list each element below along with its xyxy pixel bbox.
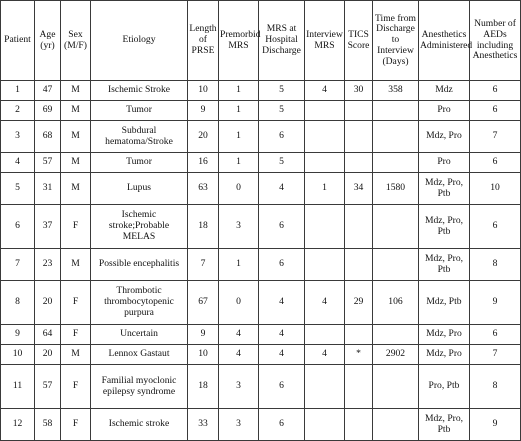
table-cell: 3: [1, 121, 35, 153]
table-cell: Mdz, Pro: [419, 325, 470, 345]
table-cell: Familial myoclonic epilepsy syndrome: [91, 365, 188, 409]
table-cell: 1: [219, 249, 259, 281]
table-cell: 2: [1, 101, 35, 121]
table-cell: 6: [470, 325, 521, 345]
table-cell: Tumor: [91, 153, 188, 173]
table-cell: 10: [1, 345, 35, 365]
table-row: [1, 281, 521, 325]
table-cell: Mdz, Pro: [419, 345, 470, 365]
table-row: [1, 153, 521, 173]
table-cell: Mdz, Ptb: [419, 281, 470, 325]
header-cell: Sex (M/F): [61, 1, 91, 81]
table-cell: [305, 205, 345, 249]
table-cell: 20: [188, 121, 219, 153]
header-cell: Patient: [1, 1, 35, 81]
table-row: [1, 365, 521, 409]
table-cell: [305, 409, 345, 441]
table-cell: 2902: [373, 345, 419, 365]
table-cell: M: [61, 249, 91, 281]
table-cell: 6: [470, 101, 521, 121]
table-cell: Ischemic stroke;Probable MELAS: [91, 205, 188, 249]
table-cell: Pro: [419, 153, 470, 173]
table-cell: [373, 121, 419, 153]
table-cell: 64: [35, 325, 61, 345]
table-cell: 3: [219, 409, 259, 441]
table-cell: 10: [188, 345, 219, 365]
table-cell: M: [61, 345, 91, 365]
table-cell: 9: [1, 325, 35, 345]
header-cell: Anesthetics Administered: [419, 1, 470, 81]
table-cell: 1: [1, 81, 35, 101]
table-cell: M: [61, 121, 91, 153]
table-cell: M: [61, 101, 91, 121]
table-cell: Mdz, Pro, Ptb: [419, 409, 470, 441]
table-cell: 68: [35, 121, 61, 153]
table-cell: Possible encephalitis: [91, 249, 188, 281]
table-cell: [305, 101, 345, 121]
table-cell: 4: [259, 345, 305, 365]
header-cell: MRS at Hospital Discharge: [259, 1, 305, 81]
table-cell: 31: [35, 173, 61, 205]
table-cell: [345, 249, 373, 281]
table-cell: F: [61, 205, 91, 249]
table-cell: 6: [470, 205, 521, 249]
table-cell: [373, 153, 419, 173]
table-cell: 6: [259, 249, 305, 281]
table-cell: 1580: [373, 173, 419, 205]
table-cell: 11: [1, 365, 35, 409]
table-cell: [373, 409, 419, 441]
table-cell: 7: [470, 121, 521, 153]
table-cell: 7: [188, 249, 219, 281]
table-cell: 4: [219, 345, 259, 365]
table-cell: 16: [188, 153, 219, 173]
table-cell: 4: [259, 325, 305, 345]
table-cell: 63: [188, 173, 219, 205]
table-cell: 47: [35, 81, 61, 101]
table-cell: 4: [305, 345, 345, 365]
table-row: [1, 81, 521, 101]
table-cell: 5: [259, 153, 305, 173]
table-cell: 6: [470, 81, 521, 101]
table-row: [1, 205, 521, 249]
table-cell: 57: [35, 153, 61, 173]
table-cell: [373, 365, 419, 409]
table-cell: 33: [188, 409, 219, 441]
table-cell: 30: [345, 81, 373, 101]
table-cell: [345, 409, 373, 441]
table-cell: [345, 205, 373, 249]
table-cell: [373, 205, 419, 249]
table-cell: [345, 153, 373, 173]
table-cell: [373, 101, 419, 121]
table-row: [1, 173, 521, 205]
table-cell: 10: [188, 81, 219, 101]
table-cell: 67: [188, 281, 219, 325]
table-cell: 6: [259, 121, 305, 153]
table-cell: 6: [259, 205, 305, 249]
table-cell: [305, 249, 345, 281]
table-cell: 9: [188, 101, 219, 121]
table-cell: [373, 249, 419, 281]
table-cell: 29: [345, 281, 373, 325]
table-cell: Tumor: [91, 101, 188, 121]
table-cell: 1: [219, 81, 259, 101]
table-cell: 3: [219, 205, 259, 249]
table-row: [1, 249, 521, 281]
header-cell: Number of AEDs including Anesthetics: [470, 1, 521, 81]
table-cell: M: [61, 153, 91, 173]
table-cell: Mdz, Pro, Ptb: [419, 173, 470, 205]
table-cell: Mdz, Pro: [419, 121, 470, 153]
table-cell: 37: [35, 205, 61, 249]
header-cell: Time from Discharge to Interview (Days): [373, 1, 419, 81]
header-cell: Age (yr): [35, 1, 61, 81]
table-cell: 34: [345, 173, 373, 205]
table-cell: 69: [35, 101, 61, 121]
table-cell: [345, 101, 373, 121]
table-cell: [373, 325, 419, 345]
header-row: [1, 1, 521, 81]
table-cell: F: [61, 325, 91, 345]
table-cell: 20: [35, 281, 61, 325]
table-cell: [305, 365, 345, 409]
table-cell: F: [61, 281, 91, 325]
table-cell: 8: [470, 365, 521, 409]
header-cell: Premorbid MRS: [219, 1, 259, 81]
table-cell: 1: [219, 153, 259, 173]
table-cell: M: [61, 81, 91, 101]
table-cell: Lupus: [91, 173, 188, 205]
table-cell: 1: [305, 173, 345, 205]
table-cell: [305, 121, 345, 153]
table-cell: F: [61, 365, 91, 409]
table-cell: Thrombotic thrombocytopenic purpura: [91, 281, 188, 325]
table-cell: 6: [259, 365, 305, 409]
table-cell: [345, 325, 373, 345]
table-cell: M: [61, 173, 91, 205]
table-cell: Mdz, Pro, Ptb: [419, 205, 470, 249]
table-cell: F: [61, 409, 91, 441]
table-cell: 4: [219, 325, 259, 345]
table-cell: Ischemic stroke: [91, 409, 188, 441]
table-cell: *: [345, 345, 373, 365]
table-cell: [305, 325, 345, 345]
table-cell: 18: [188, 205, 219, 249]
table-cell: Pro, Ptb: [419, 365, 470, 409]
table-cell: 6: [470, 153, 521, 173]
table-cell: 4: [305, 81, 345, 101]
table-cell: 5: [259, 81, 305, 101]
table-cell: [305, 153, 345, 173]
table-cell: 7: [470, 345, 521, 365]
table-cell: 23: [35, 249, 61, 281]
table-cell: 358: [373, 81, 419, 101]
table-cell: 0: [219, 173, 259, 205]
table-cell: 10: [470, 173, 521, 205]
table-cell: 106: [373, 281, 419, 325]
table-cell: 0: [219, 281, 259, 325]
table-cell: 3: [219, 365, 259, 409]
table-cell: Ischemic Stroke: [91, 81, 188, 101]
table-cell: [345, 121, 373, 153]
table-cell: 9: [470, 281, 521, 325]
table-cell: Mdz: [419, 81, 470, 101]
table-cell: 20: [35, 345, 61, 365]
table-cell: 6: [1, 205, 35, 249]
table-cell: 58: [35, 409, 61, 441]
table-row: [1, 345, 521, 365]
table-cell: 7: [1, 249, 35, 281]
table-cell: Pro: [419, 101, 470, 121]
table-cell: Lennox Gastaut: [91, 345, 188, 365]
table-cell: 57: [35, 365, 61, 409]
table-cell: 12: [1, 409, 35, 441]
table-cell: 5: [1, 173, 35, 205]
table-cell: 1: [219, 101, 259, 121]
table-cell: Uncertain: [91, 325, 188, 345]
header-cell: TICS Score: [345, 1, 373, 81]
table-row: [1, 409, 521, 441]
table-cell: 6: [259, 409, 305, 441]
table-cell: 4: [259, 173, 305, 205]
table-cell: Subdural hematoma/Stroke: [91, 121, 188, 153]
table-cell: 4: [305, 281, 345, 325]
table-cell: 4: [259, 281, 305, 325]
table-row: [1, 325, 521, 345]
table-cell: 1: [219, 121, 259, 153]
table-cell: Mdz, Pro, Ptb: [419, 249, 470, 281]
header-cell: Length of PRSE: [188, 1, 219, 81]
table-cell: [345, 365, 373, 409]
table-row: [1, 121, 521, 153]
table-cell: 9: [470, 409, 521, 441]
table-cell: 8: [470, 249, 521, 281]
header-cell: Interview MRS: [305, 1, 345, 81]
table-cell: 9: [188, 325, 219, 345]
header-cell: Etiology: [91, 1, 188, 81]
table-cell: 18: [188, 365, 219, 409]
table-cell: 4: [1, 153, 35, 173]
table-cell: 5: [259, 101, 305, 121]
table-cell: 8: [1, 281, 35, 325]
table-row: [1, 101, 521, 121]
